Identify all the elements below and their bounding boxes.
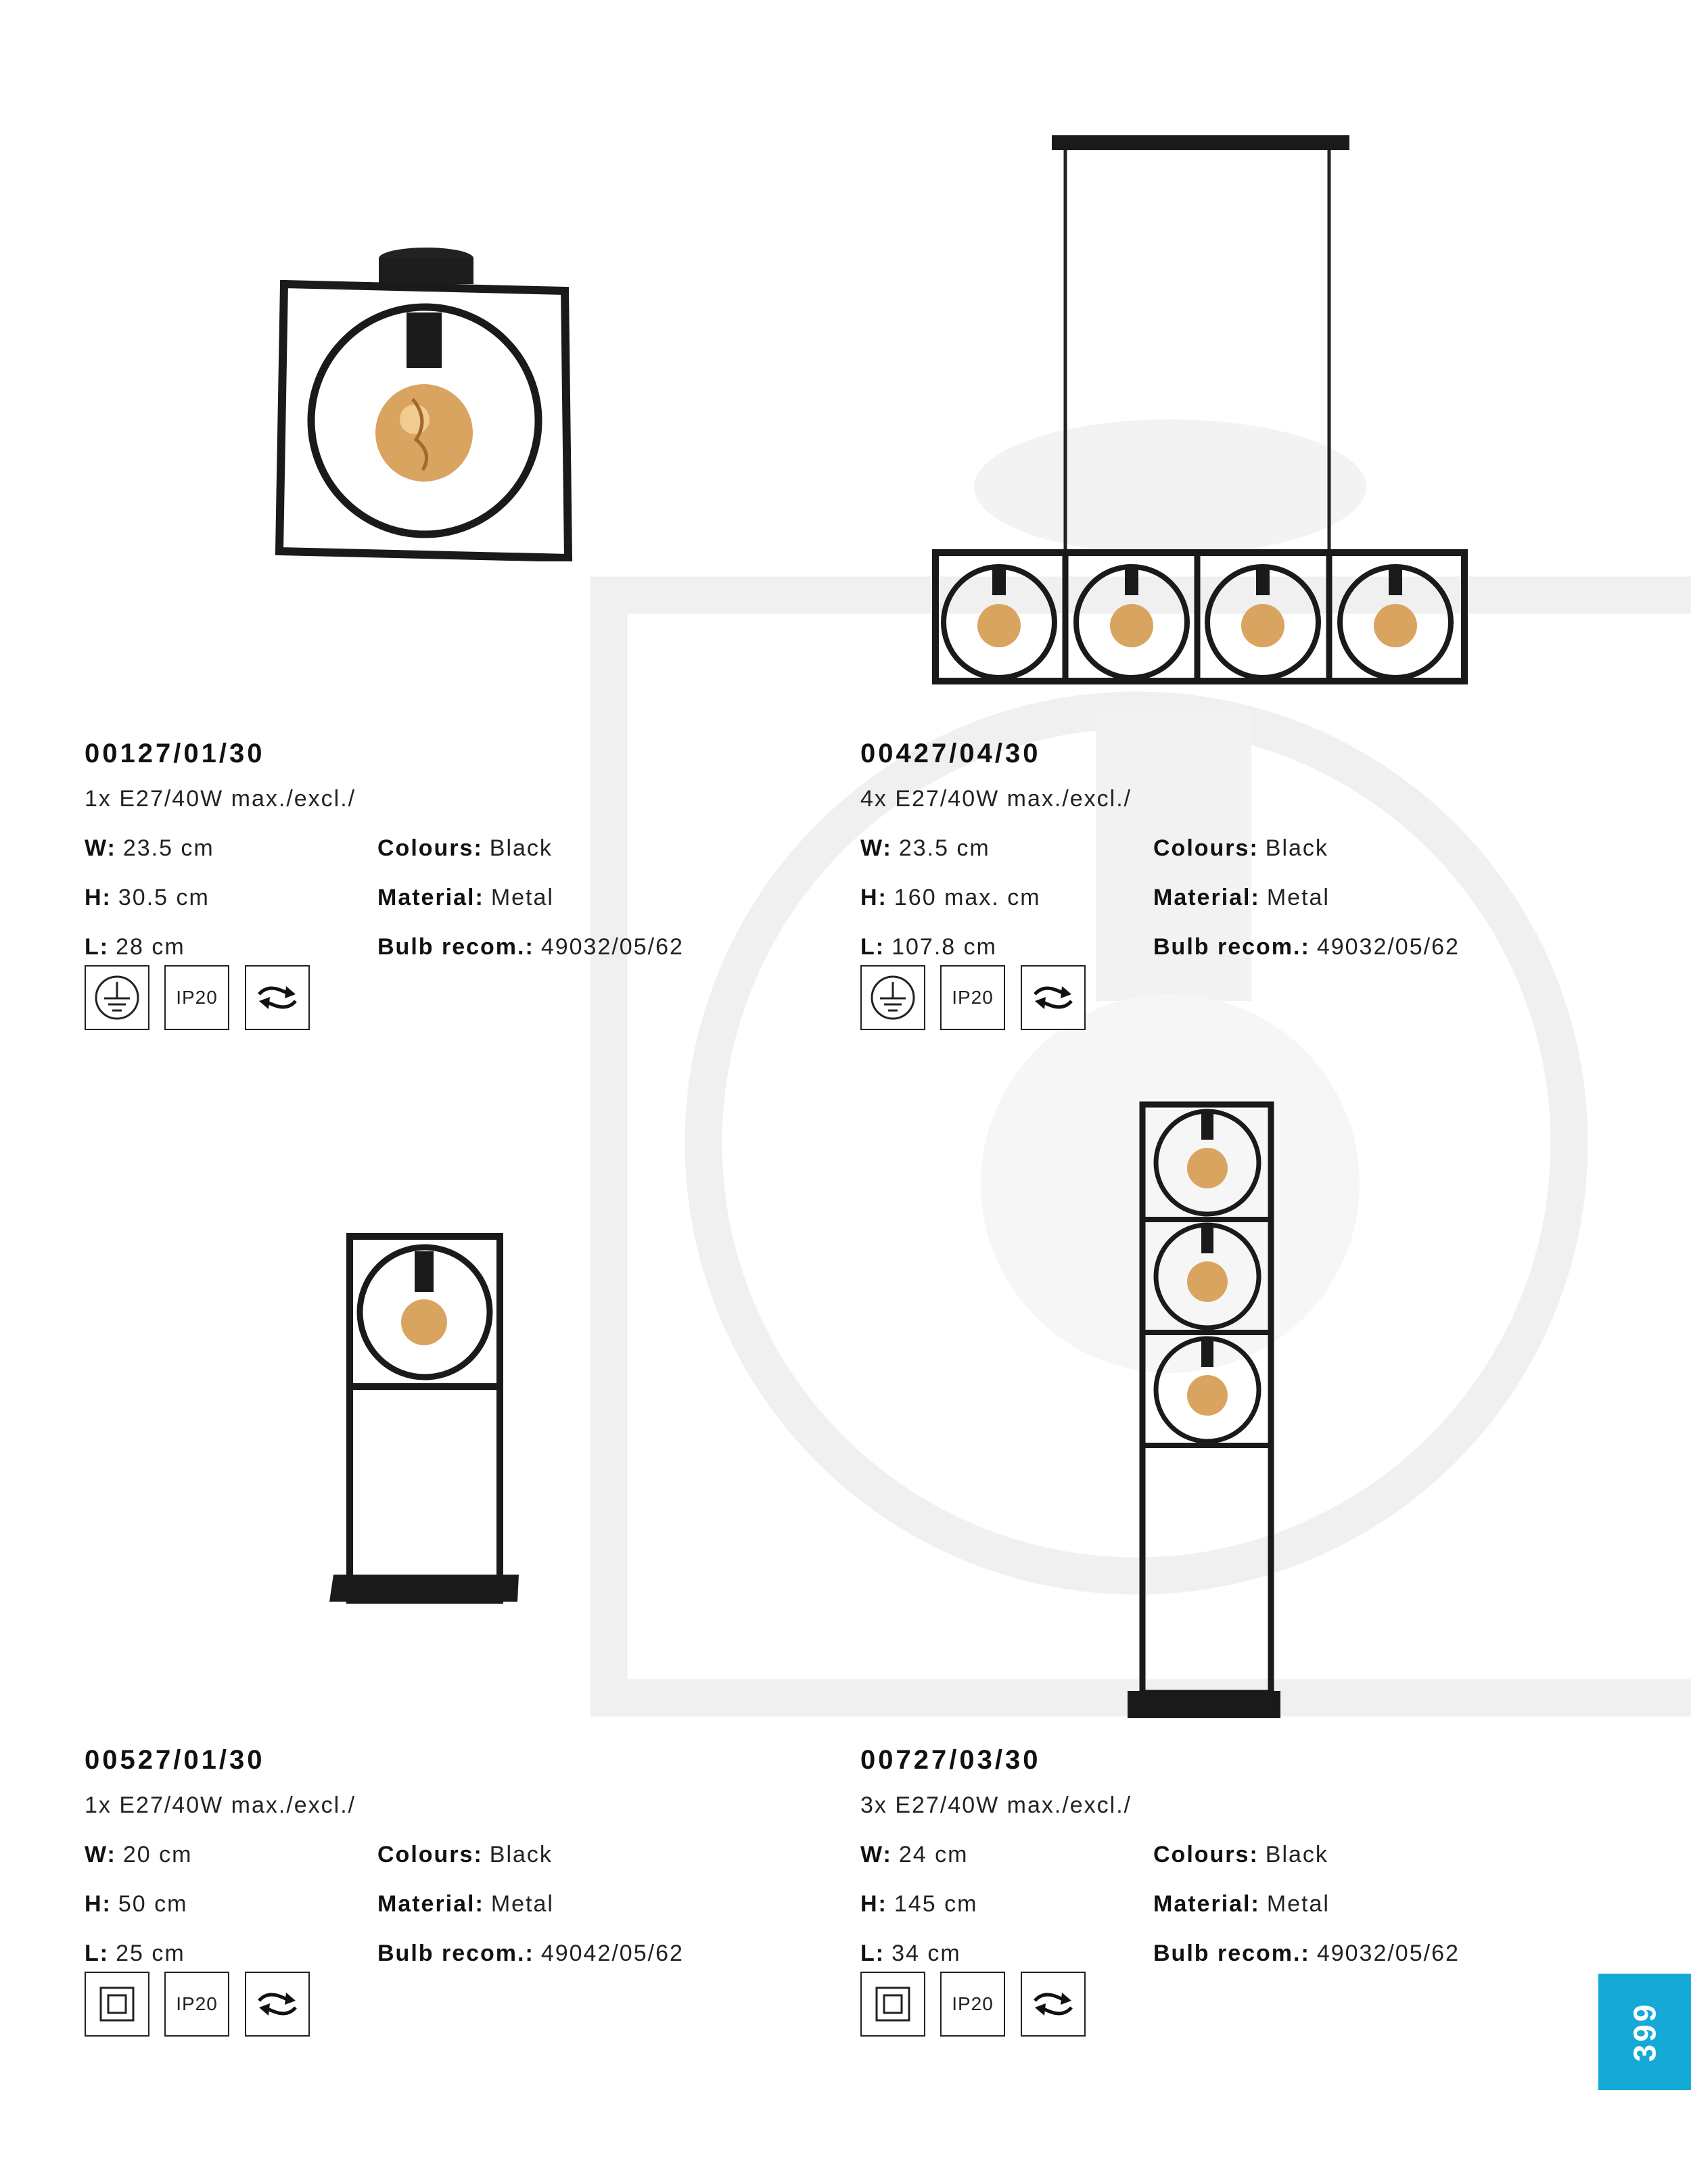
product-code: 00527/01/30 (85, 1745, 265, 1775)
earth-ground-icon (85, 965, 149, 1030)
ip-rating-badge: IP20 (940, 965, 1005, 1030)
earth-ground-icon (860, 965, 925, 1030)
rotate-arrows-icon (1021, 965, 1086, 1030)
bulb-recom-spec: Bulb recom.: 49042/05/62 (377, 1941, 684, 1966)
width-spec: W: 24 cm (860, 1842, 969, 1867)
bulb-spec: 3x E27/40W max./excl./ (860, 1792, 1132, 1818)
ip-rating-badge: IP20 (164, 965, 229, 1030)
height-spec: H: 50 cm (85, 1891, 188, 1917)
width-spec: W: 23.5 cm (860, 835, 990, 861)
double-insulation-icon (860, 1972, 925, 2037)
material-spec: Material: Metal (377, 885, 554, 910)
bulb-spec: 1x E27/40W max./excl./ (85, 786, 356, 812)
width-spec: W: 23.5 cm (85, 835, 214, 861)
pendant-lamp-image (930, 132, 1471, 697)
height-spec: H: 160 max. cm (860, 885, 1041, 910)
length-spec: L: 28 cm (85, 934, 185, 960)
bulb-spec: 4x E27/40W max./excl./ (860, 786, 1132, 812)
ip-rating-badge: IP20 (940, 1972, 1005, 2037)
height-spec: H: 30.5 cm (85, 885, 210, 910)
rotate-arrows-icon (245, 1972, 310, 2037)
double-insulation-icon (85, 1972, 149, 2037)
colours-spec: Colours: Black (1153, 835, 1328, 861)
product-code: 00727/03/30 (860, 1745, 1041, 1775)
product-code: 00127/01/30 (85, 739, 265, 768)
rotate-arrows-icon (245, 965, 310, 1030)
bulb-recom-spec: Bulb recom.: 49032/05/62 (1153, 1941, 1460, 1966)
table-lamp-image (328, 1231, 531, 1610)
length-spec: L: 107.8 cm (860, 934, 997, 960)
page-number-tab (1598, 1974, 1691, 2090)
material-spec: Material: Metal (1153, 1891, 1330, 1917)
material-spec: Material: Metal (1153, 885, 1330, 910)
bulb-spec: 1x E27/40W max./excl./ (85, 1792, 356, 1818)
colours-spec: Colours: Black (377, 835, 553, 861)
colours-spec: Colours: Black (377, 1842, 553, 1867)
length-spec: L: 34 cm (860, 1941, 961, 1966)
bulb-recom-spec: Bulb recom.: 49032/05/62 (1153, 934, 1460, 960)
width-spec: W: 20 cm (85, 1842, 193, 1867)
length-spec: L: 25 cm (85, 1941, 185, 1966)
height-spec: H: 145 cm (860, 1891, 978, 1917)
bulb-recom-spec: Bulb recom.: 49032/05/62 (377, 934, 684, 960)
ip-rating-badge: IP20 (164, 1972, 229, 2037)
rotate-arrows-icon (1021, 1972, 1086, 2037)
product-code: 00427/04/30 (860, 739, 1041, 768)
ceiling-lamp-image (267, 237, 578, 561)
page-number: 399 (1627, 2001, 1663, 2062)
floor-lamp-image (1126, 1099, 1289, 1721)
colours-spec: Colours: Black (1153, 1842, 1328, 1867)
material-spec: Material: Metal (377, 1891, 554, 1917)
